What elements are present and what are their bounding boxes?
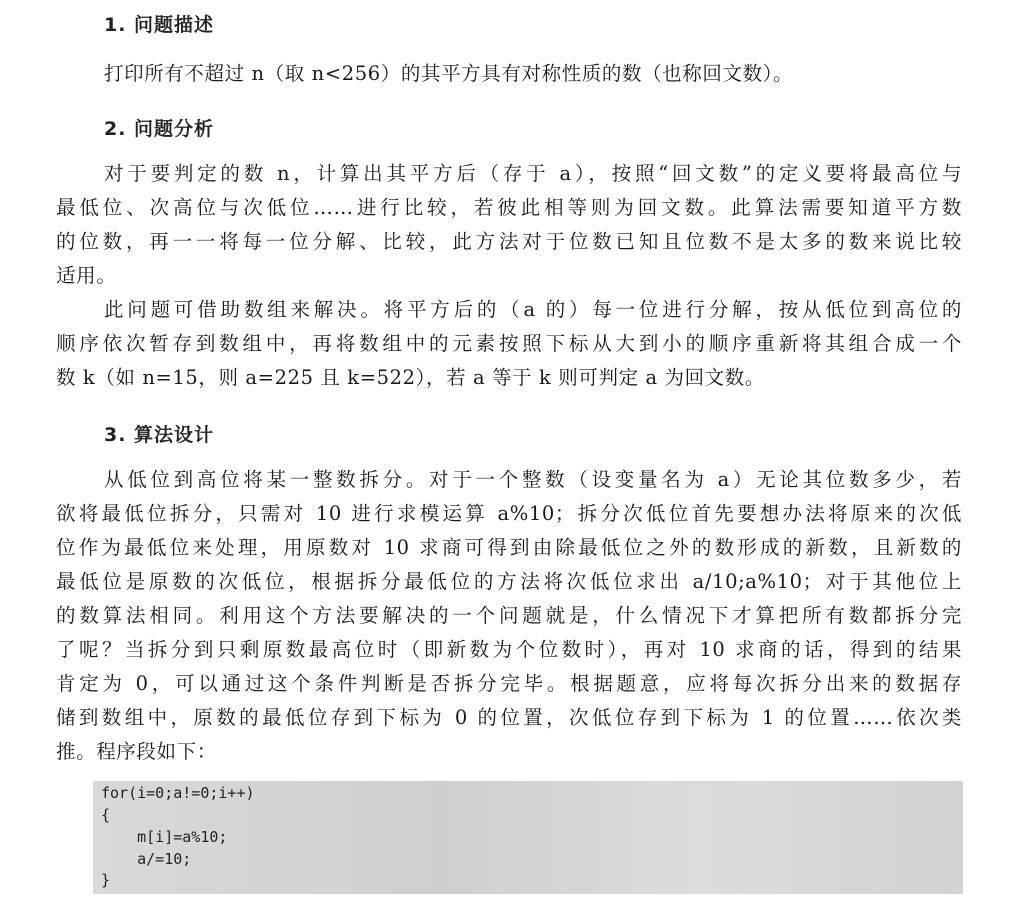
paragraph-line: 最低位是原数的次低位，根据拆分最低位的方法将次低位求出 a/10;a%10；对于其他位上 (56, 570, 962, 593)
paragraph-line: 了呢？当拆分到只剩原数最高位时（即新数为个位数时），再对 10 求商的话，得到的结果 (56, 638, 962, 661)
paragraph-line: 欲将最低位拆分，只需对 10 进行求模运算 a%10；拆分次低位首先要想办法将原来的次低 (56, 502, 962, 525)
paragraph-line: 的数算法相同。利用这个方法要解决的一个问题就是，什么情况下才算把所有数都拆分完 (56, 604, 962, 627)
paragraph-line: 肯定为 0，可以通过这个条件判断是否拆分完毕。根据题意，应将每次拆分出来的数据存 (56, 672, 962, 695)
code-line: a/=10; (101, 850, 192, 868)
code-block (93, 781, 963, 894)
code-line: for(i=0;a!=0;i++) (101, 784, 255, 802)
paragraph-line: 打印所有不超过 n（取 n<256）的其平方具有对称性质的数（也称回文数）。 (104, 62, 794, 85)
section-heading-problem-description: 1. 问题描述 (104, 14, 215, 36)
code-line: } (101, 871, 111, 889)
paragraph-line: 适用。 (56, 264, 117, 287)
paragraph-line: 的位数，再一一将每一位分解、比较，此方法对于位数已知且位数不是太多的数来说比较 (56, 230, 962, 253)
paragraph-line: 顺序依次暂存到数组中，再将数组中的元素按照下标从大到小的顺序重新将其组合成一个 (56, 332, 962, 355)
section-heading-problem-analysis: 2. 问题分析 (104, 118, 215, 140)
paragraph-line: 储到数组中，原数的最低位存到下标为 0 的位置，次低位存到下标为 1 的位置……依次类 (56, 706, 962, 729)
code-line: m[i]=a%10; (101, 828, 228, 846)
paragraph-line: 推。程序段如下： (56, 740, 217, 763)
paragraph-line: 此问题可借助数组来解决。将平方后的（a 的）每一位进行分解，按从低位到高位的 (104, 298, 962, 321)
code-line: { (101, 806, 111, 824)
paragraph-line: 最低位、次高位与次低位……进行比较，若彼此相等则为回文数。此算法需要知道平方数 (56, 196, 962, 219)
paragraph-line: 对于要判定的数 n，计算出其平方后（存于 a），按照“回文数”的定义要将最高位与 (104, 162, 962, 185)
paragraph-line: 位作为最低位来处理，用原数对 10 求商可得到由除最低位之外的数形成的新数，且新数的 (56, 536, 962, 559)
paragraph-line: 从低位到高位将某一整数拆分。对于一个整数（设变量名为 a）无论其位数多少，若 (104, 468, 962, 491)
paragraph-line: 数 k（如 n=15，则 a=225 且 k=522），若 a 等于 k 则可判定 a 为回文数。 (56, 366, 765, 389)
section-heading-algorithm-design: 3. 算法设计 (104, 424, 215, 446)
